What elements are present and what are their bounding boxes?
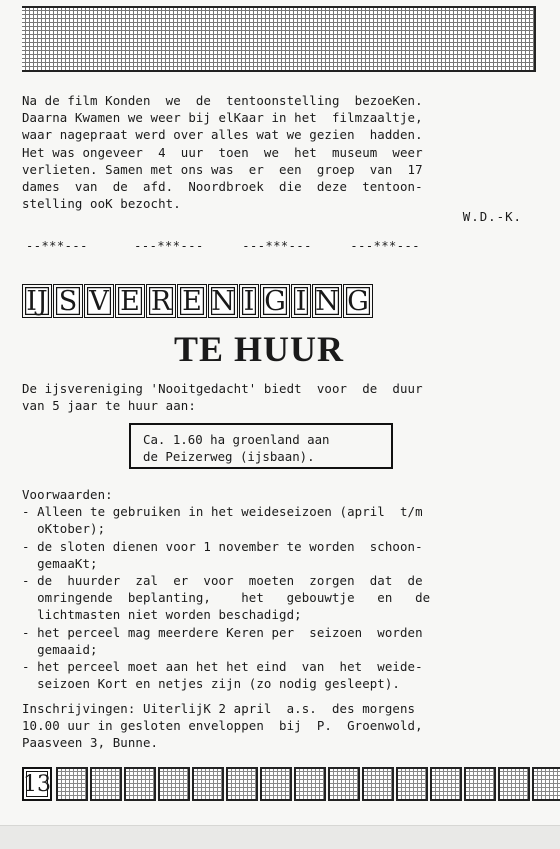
ad-conditions-list: Voorwaarden: - Alleen te gebruiken in het weideseizoen (april t/m oKtober); - de sloten dienen voor 1 november te worden schoon- gemaaKt; - de huurder zal er voor moeten zorgen dat de omringende beplanting, het gebouwtje en de lichtmasten niet worden beschadigd; - het perceel mag meerdere Keren per seizoen worden gemaaid; - het perceel moet aan het het eind van het weide- seizoen Kort en netjes zijn (zo nodig gesleept).	[22, 487, 431, 692]
hatched-cell	[56, 767, 88, 801]
hatched-cell	[90, 767, 122, 801]
headline-letter-tile: IJ	[22, 284, 52, 318]
hatched-cell	[192, 767, 224, 801]
hatched-cell	[226, 767, 258, 801]
registration-notice: Inschrijvingen: UiterlijK 2 april a.s. des morgens 10.00 uur in gesloten enveloppen bij P. Groenwold, Paasveen 3, Bunne.	[22, 701, 423, 751]
author-signature: W.D.-K.	[462, 209, 522, 224]
headline-letter-tile: S	[53, 284, 83, 318]
headline-letter-tile: E	[115, 284, 145, 318]
top-hatched-banner	[22, 6, 536, 72]
headline-letter-tile: I	[291, 284, 311, 318]
hatched-cell	[362, 767, 394, 801]
hatched-cell	[396, 767, 428, 801]
headline-letter-tile: E	[177, 284, 207, 318]
ad-intro: De ijsvereniging 'Nooitgedacht' biedt voor de duur van 5 jaar te huur aan:	[22, 381, 423, 414]
hatched-cell	[464, 767, 496, 801]
headline-letter-tile: N	[208, 284, 238, 318]
bottom-hatched-row	[56, 767, 560, 801]
hatched-cell	[260, 767, 292, 801]
hatched-cell	[430, 767, 462, 801]
property-box: Ca. 1.60 ha groenland aan de Peizerweg (ijsbaan).	[129, 423, 393, 469]
headline-letter-tile: G	[343, 284, 373, 318]
headline-letter-tiles	[22, 284, 374, 320]
article-closing-paragraph: Na de film Konden we de tentoonstelling bezoeKen. Daarna Kwamen we weer bij elKaar in het filmzaaltje, waar nagepraat werd over alles wat we gezien hadden. Het was ongeveer 4 uur toen we het museum weer verlieten. Samen met ons was er een groep van 17 dames van de afd. Noordbroek die deze tentoon- stelling ooK bezocht.	[22, 93, 423, 212]
page-number: 13	[22, 767, 52, 801]
headline-letter-tile: V	[84, 284, 114, 318]
headline-letter-tile: R	[146, 284, 176, 318]
hatched-cell	[498, 767, 530, 801]
hatched-cell	[294, 767, 326, 801]
headline-letter-tile: N	[312, 284, 342, 318]
hatched-cell	[532, 767, 560, 801]
page-bottom-edge	[0, 825, 560, 849]
hatched-cell	[124, 767, 156, 801]
headline-subtitle: TE HUUR	[174, 329, 345, 369]
headline-letter-tile: G	[260, 284, 290, 318]
hatched-cell	[328, 767, 360, 801]
hatched-cell	[158, 767, 190, 801]
headline-letter-tile: I	[239, 284, 259, 318]
section-separator: --***--- ---***--- ---***--- ---***---	[26, 239, 420, 253]
